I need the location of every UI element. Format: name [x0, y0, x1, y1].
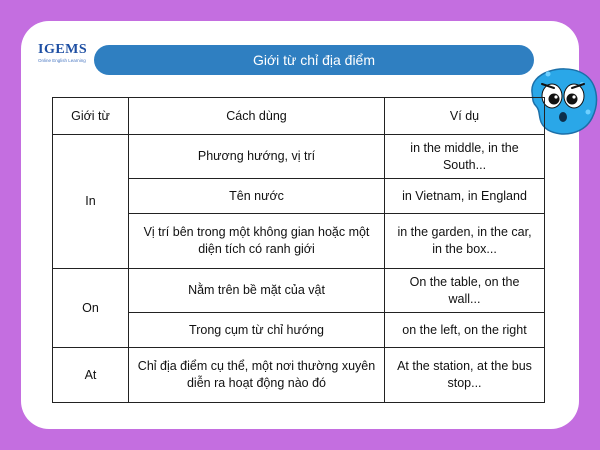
table-row	[53, 269, 545, 313]
example-cell: At the station, at the bus stop...	[385, 348, 545, 403]
example-cell: in the garden, in the car, in the box...	[385, 214, 545, 269]
example-cell: in the middle, in the South...	[385, 135, 545, 179]
table-header-row	[53, 98, 545, 135]
usage-cell: Vị trí bên trong một không gian hoặc một diện tích có ranh giới	[129, 214, 385, 269]
prepositions-table	[52, 97, 545, 403]
preposition-cell: On	[53, 269, 129, 348]
logo-wordmark: IGEMS	[38, 42, 88, 57]
example-cell: On the table, on the wall...	[385, 269, 545, 313]
page-title: Giới từ chỉ địa điểm	[94, 45, 534, 75]
header-usage: Cách dùng	[129, 98, 385, 135]
usage-cell: Chỉ địa điểm cụ thể, một nơi thường xuyên diễn ra hoạt động nào đó	[129, 348, 385, 403]
table-row	[53, 135, 545, 179]
header-preposition: Giới từ	[53, 98, 129, 135]
usage-cell: Phương hướng, vị trí	[129, 135, 385, 179]
preposition-cell: In	[53, 135, 129, 269]
preposition-cell: At	[53, 348, 129, 403]
usage-cell: Trong cụm từ chỉ hướng	[129, 313, 385, 348]
usage-cell: Nằm trên bề mặt của vật	[129, 269, 385, 313]
table-row	[53, 348, 545, 403]
usage-cell: Tên nước	[129, 179, 385, 214]
header-example: Ví dụ	[385, 98, 545, 135]
igems-logo	[38, 42, 98, 78]
logo-tagline: Online English Learning	[38, 58, 86, 63]
example-cell: on the left, on the right	[385, 313, 545, 348]
example-cell: in Vietnam, in England	[385, 179, 545, 214]
